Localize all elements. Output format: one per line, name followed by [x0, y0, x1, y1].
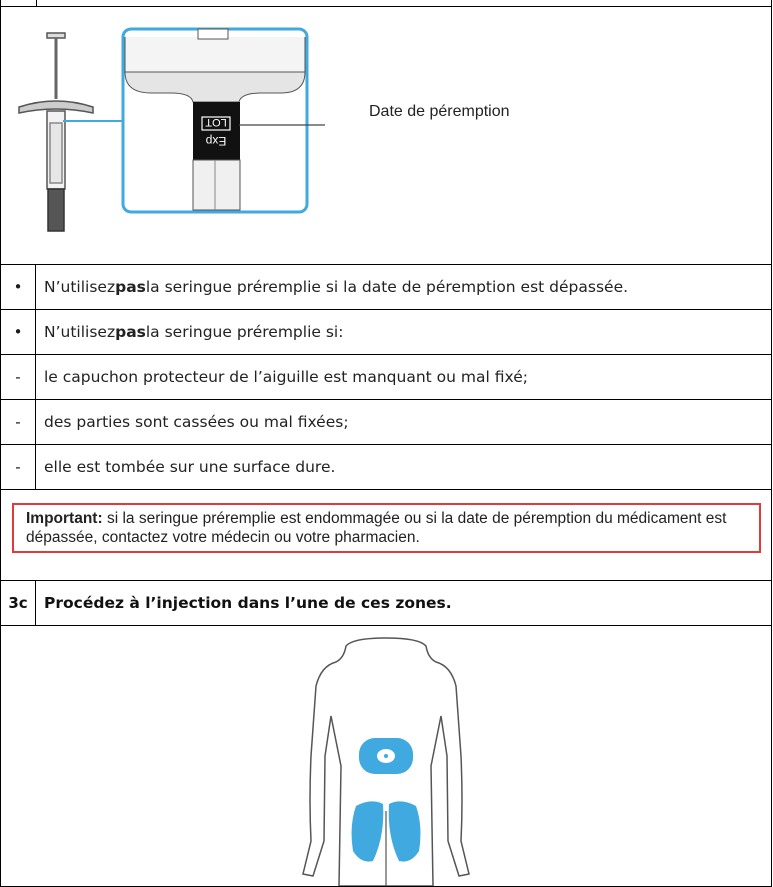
dash-marker: - [1, 400, 36, 444]
table-row [0, 444, 772, 490]
exp-label: Exp [205, 134, 227, 148]
syringe-expiry-illustration [1, 7, 771, 264]
table-row [0, 309, 772, 355]
step-row [0, 580, 772, 626]
expiry-date-label: Date de péremption [369, 103, 510, 120]
step-number: 3c [1, 581, 36, 625]
syringe-icon [19, 33, 93, 231]
row-text: N’utilisez pas la seringue préremplie si la date de péremption est dépassée. [44, 278, 629, 296]
row-text: le capuchon protecteur de l’aiguille est manquant ou mal fixé; [44, 368, 528, 386]
row-text: N’utilisez pas la seringue préremplie si: [44, 323, 344, 341]
table-row [0, 354, 772, 400]
syringe-figure-row [0, 6, 772, 265]
expiry-zoom-icon [123, 29, 325, 212]
abdomen-site-icon [359, 738, 413, 774]
table-row [0, 399, 772, 445]
table-row [0, 264, 772, 310]
row-text: des parties sont cassées ou mal fixées; [44, 413, 349, 431]
bullet-marker: • [1, 310, 36, 354]
important-warning-box: Important: si la seringue préremplie est endommagée ou si la date de péremption du médicament est dépassée, contactez votre médecin ou votre pharmacien. [12, 503, 761, 553]
dash-marker: - [1, 355, 36, 399]
bullet-marker: • [1, 265, 36, 309]
step-title: Procédez à l’injection dans l’une de ces zones. [44, 594, 452, 612]
dash-marker: - [1, 445, 36, 489]
body-injection-sites-illustration [1, 626, 771, 886]
lot-label: LOT [205, 116, 227, 128]
injection-sites-figure-row [0, 625, 772, 887]
row-text: elle est tombée sur une surface dure. [44, 458, 336, 476]
